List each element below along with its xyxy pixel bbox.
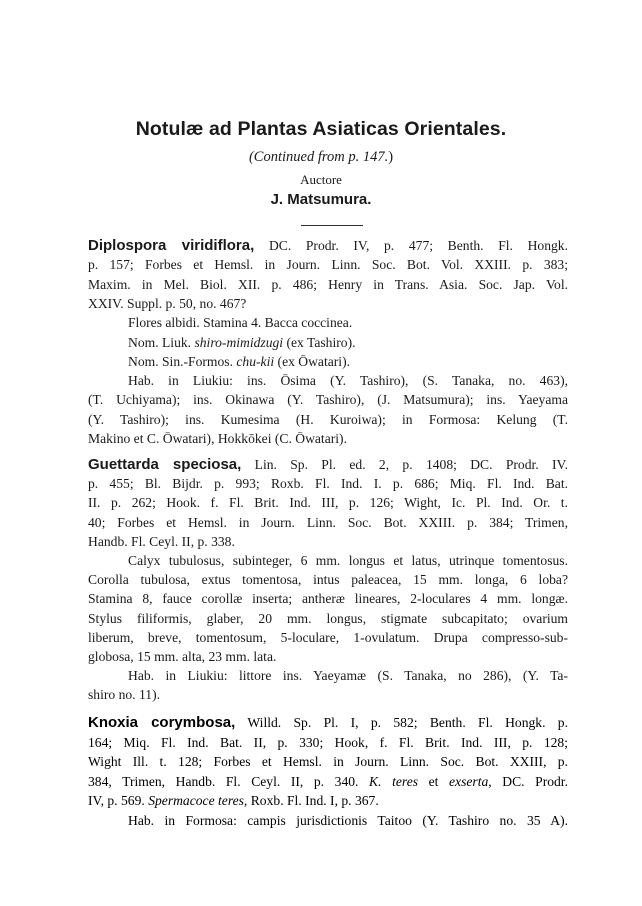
- continued-pre: (Continued from: [248, 149, 349, 165]
- continued-page: p. 147.: [348, 149, 389, 165]
- citation-text: IV, p. 569.: [88, 793, 145, 808]
- entry-2-line-4: 40; Forbes et Hemsl. in Journ. Linn. Soc. Bot. XXIII. p. 384; Trimen,: [88, 514, 568, 530]
- article-title: Notulæ ad Plantas Asiaticas Orientales.: [135, 118, 507, 140]
- entry-1-note-4: Hab. in Liukiu: ins. Ōsima (Y. Tashiro), (S. Tanaka, no. 463),: [128, 373, 568, 389]
- entry-3-line-2: 164; Miq. Fl. Ind. Bat. II, p. 330; Hook, f. Fl. Brit. Ind. III, p. 128;: [88, 734, 568, 750]
- entry-2-line-2: p. 455; Bl. Bijdr. p. 993; Roxb. Fl. Ind. I. p. 686; Miq. Fl. Ind. Bat.: [88, 476, 568, 492]
- species-name: Diplospora viridiflora,: [88, 237, 255, 254]
- vernacular-name: shiro-mimidzugi: [194, 334, 284, 350]
- entry-2-note-3: Stamina 8, fauce corollæ inserta; antheræ lineares, 2-loculares 4 mm. longæ.: [88, 591, 568, 607]
- entry-1-note-2: Nom. Liuk. shiro-mimidzugi (ex Tashiro).: [128, 334, 356, 350]
- citation-text: DC. Prodr. IV, p. 477; Benth. Fl. Hongk.: [268, 238, 568, 253]
- entry-1-note-1: Flores albidi. Stamina 4. Bacca coccinea.: [128, 315, 353, 331]
- citation-text: , DC. Prodr.: [488, 773, 568, 789]
- entry-2-note-1: Calyx tubulosus, subinteger, 6 mm. longus et latus, utrinque tomentosus.: [128, 553, 568, 568]
- entry-3-line-5: [88, 791, 568, 810]
- entry-3-line-4: [88, 772, 568, 791]
- entry-1-line-3: Maxim. in Mel. Biol. XII. p. 486; Henry in Trans. Asia. Soc. Jap. Vol.: [88, 276, 568, 292]
- citation-text: Lin. Sp. Pl. ed. 2, p. 1408; DC. Prodr. IV.: [254, 457, 568, 472]
- citation-text: Roxb. Fl. Ind. I, p. 367.: [247, 793, 379, 808]
- entry-1-note-5: (T. Uchiyama); ins. Okinawa (Y. Tashiro), (J. Matsumura); ins. Yaeyama: [88, 392, 568, 408]
- citation-text: Willd. Sp. Pl. I, p. 582; Benth. Fl. Hongk. p.: [247, 715, 568, 730]
- entry-1-line-4: XXIV. Suppl. p. 50, no. 467?: [88, 295, 247, 311]
- vernacular-name: chu-kii: [236, 353, 275, 369]
- author-name: J. Matsumura.: [270, 191, 372, 208]
- entry-1-note-6: (Y. Tashiro); ins. Kumesima (H. Kuroiwa); in Formosa: Kelung (T.: [88, 411, 568, 427]
- entry-2-note-2: Corolla tubulosa, extus tomentosa, intus paleacea, 15 mm. longa, 6 loba?: [88, 572, 568, 588]
- synonym-name: exserta: [449, 773, 489, 789]
- synonym-name: Spermacoce teres,: [148, 793, 248, 808]
- species-name: Knoxia corymbosa,: [88, 714, 236, 731]
- entry-2-note-5: liberum, breve, tomentosum, 5-loculare, 1-ovulatum. Drupa compresso-sub-: [88, 629, 568, 645]
- entry-1-note-3: Nom. Sin.-Formos. chu-kii (ex Ōwatari).: [128, 353, 351, 369]
- species-name: Guettarda speciosa,: [88, 456, 242, 473]
- citation-text: 384, Trimen, Handb. Fl. Ceyl. II, p. 340.: [88, 773, 359, 789]
- continued-post: ): [388, 149, 394, 165]
- entry-2-note-7: Hab. in Liukiu: littore ins. Yaeyamæ (S. Tanaka, no 286), (Y. Ta-: [128, 668, 568, 684]
- entry-2-note-6: globosa, 15 mm. alta, 23 mm. lata.: [88, 649, 277, 664]
- entry-2-line-3: II. p. 262; Hook. f. Fl. Brit. Ind. III, p. 126; Wight, Ic. Pl. Ind. Or. t.: [88, 495, 568, 511]
- entry-3-line-1: [88, 713, 568, 732]
- entry-2-note-4: Stylus filiformis, glaber, 20 mm. longus, stigmate subcapitato; ovarium: [88, 610, 568, 626]
- entry-1-line-2: p. 157; Forbes et Hemsl. in Journ. Linn. Soc. Bot. Vol. XXIII. p. 383;: [88, 257, 568, 273]
- entry-3-line-3: Wight Ill. t. 128; Forbes et Hemsl. in Journ. Linn. Soc. Bot. XXIII, p.: [88, 754, 568, 769]
- auctore-label: Auctore: [300, 172, 342, 187]
- entry-1-note-7: Makino et C. Ōwatari), Hokkōkei (C. Ōwatari).: [88, 431, 347, 446]
- entry-2-line-5: Handb. Fl. Ceyl. II, p. 338.: [88, 533, 235, 549]
- entry-2-note-8: shiro no. 11).: [88, 687, 160, 703]
- synonym-name: K. teres: [369, 773, 419, 789]
- entry-3-habitat: Hab. in Formosa: campis jurisdictionis Taitoo (Y. Tashiro no. 35 A).: [128, 812, 568, 828]
- conjunction: et: [418, 773, 450, 789]
